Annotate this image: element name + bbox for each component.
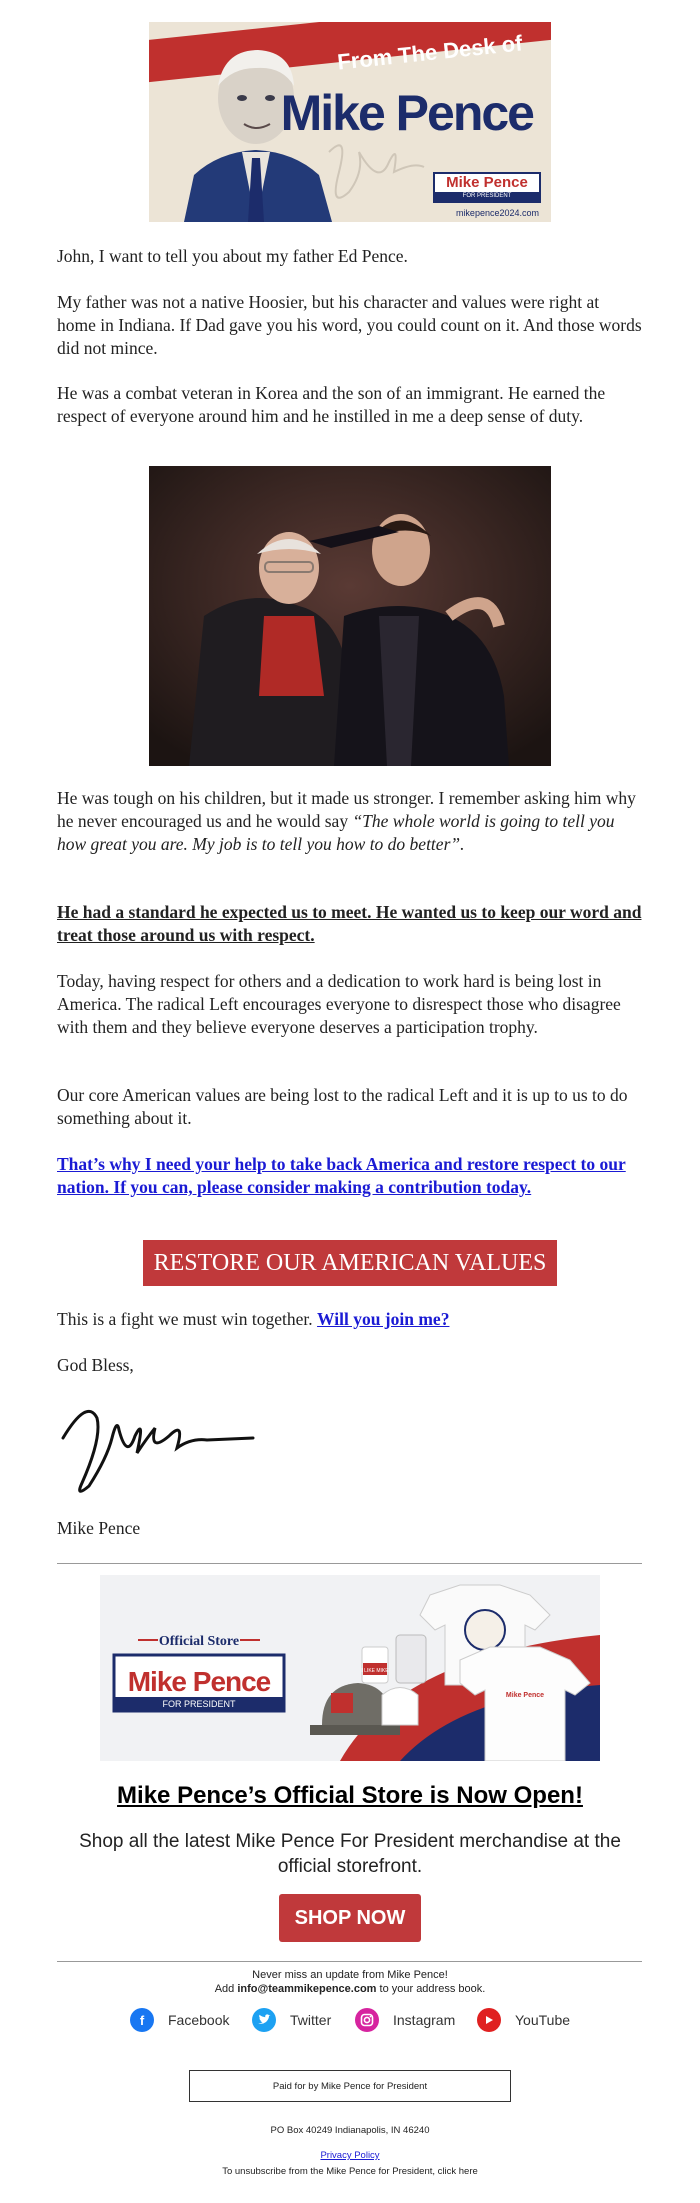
shop-now-button[interactable]: SHOP NOW (279, 1894, 421, 1942)
father-son-photo-art (149, 466, 551, 766)
store-banner-name: Mike Pence (127, 1666, 271, 1697)
twitter-icon (252, 2008, 276, 2032)
letter-paragraph-5: He had a standard he expected us to meet. He wanted us to keep our word and treat those around us with respect. (57, 902, 642, 945)
letter-paragraph-9: This is a fight we must win together. Will you join me? (57, 1309, 450, 1329)
never-miss-text: Never miss an update from Mike Pence! (252, 1969, 448, 1981)
letter-paragraph-8 (57, 1153, 642, 1199)
letter-paragraph-2: My father was not a native Hoosier, but his character and values were right at home in Indiana. If Dad gave you his word, you could count on it. And those words did not mince. (57, 292, 642, 358)
signature-image (57, 1398, 257, 1494)
header-logo: Mike Pence FOR PRESIDENT (433, 172, 541, 203)
header-from-text: From The Desk of (336, 30, 524, 75)
footer-divider (57, 1961, 642, 1962)
instagram-icon (355, 2008, 379, 2032)
join-me-link[interactable]: Will you join me? (317, 1309, 450, 1329)
closing-text: God Bless, (57, 1355, 134, 1375)
father-son-photo (149, 466, 551, 766)
address-book-text: Add info@teammikepence.com to your address book. (214, 1983, 486, 1995)
letter-paragraph-7: Our core American values are being lost to the radical Left and it is up to us to do something about it. (57, 1085, 628, 1128)
twitter-link[interactable]: Twitter (252, 2007, 331, 2033)
signature-name: Mike Pence (57, 1518, 141, 1538)
facebook-icon: f (130, 2008, 154, 2032)
father-quote: “The whole world is going to tell you how great you are. My job is to tell you how to do better”. (57, 811, 615, 854)
contact-email: info@teammikepence.com (237, 1983, 377, 1995)
section-divider (57, 1563, 642, 1564)
store-shirt-text: Mike Pence (505, 1692, 545, 1699)
store-banner-art (100, 1575, 600, 1761)
donate-link[interactable]: That’s why I need your help to take back America and restore respect to our nation. If you can, please consider making a contribution today. (57, 1154, 626, 1197)
instagram-link[interactable]: Instagram (355, 2007, 455, 2033)
header-url: mikepence2024.com (455, 208, 539, 218)
letter-paragraph-3: He was a combat veteran in Korea and the son of an immigrant. He earned the respect of everyone around him and he instilled in me a deep sense of duty. (57, 383, 606, 426)
header-banner (149, 22, 551, 222)
letter-paragraph-6: Today, having respect for others and a dedication to work hard is being lost in America. The radical Left encourages everyone to disrespect those who disagree with them and they believe everyone deserves a participation trophy. (57, 971, 621, 1037)
letter-paragraph-1: John, I want to tell you about my father Ed Pence. (57, 246, 408, 266)
paid-for-box: Paid for by Mike Pence for President (189, 2070, 511, 2102)
store-cup-text: I LIKE MIKE (361, 1668, 389, 1674)
store-title: Mike Pence’s Official Store is Now Open! (117, 1782, 583, 1809)
unsubscribe-link[interactable]: To unsubscribe from the Mike Pence for President, click here (222, 2166, 478, 2177)
store-banner-sub: FOR PRESIDENT (162, 1699, 236, 1709)
privacy-policy-link[interactable]: Privacy Policy (320, 2150, 380, 2161)
po-box-address: PO Box 40249 Indianapolis, IN 46240 (270, 2125, 430, 2136)
header-signature-watermark (319, 132, 429, 212)
facebook-link[interactable]: f Facebook (130, 2007, 229, 2033)
store-banner-label: Official Store (158, 1634, 240, 1649)
youtube-icon (477, 2008, 501, 2032)
letter-paragraph-4: He was tough on his children, but it made us stronger. I remember asking him why he never encouraged us and he would say “The whole world is going to tell you how great you are. My job is to tell you how to do better”. (57, 788, 636, 854)
youtube-link[interactable]: YouTube (477, 2007, 570, 2033)
restore-values-button[interactable]: RESTORE OUR AMERICAN VALUES (143, 1240, 557, 1286)
store-subtitle: Shop all the latest Mike Pence For President merchandise at the official storefront. (79, 1831, 621, 1877)
official-store-banner[interactable] (100, 1575, 600, 1761)
header-name: Mike Pence (280, 85, 533, 141)
privacy-policy-row (0, 2150, 700, 2161)
